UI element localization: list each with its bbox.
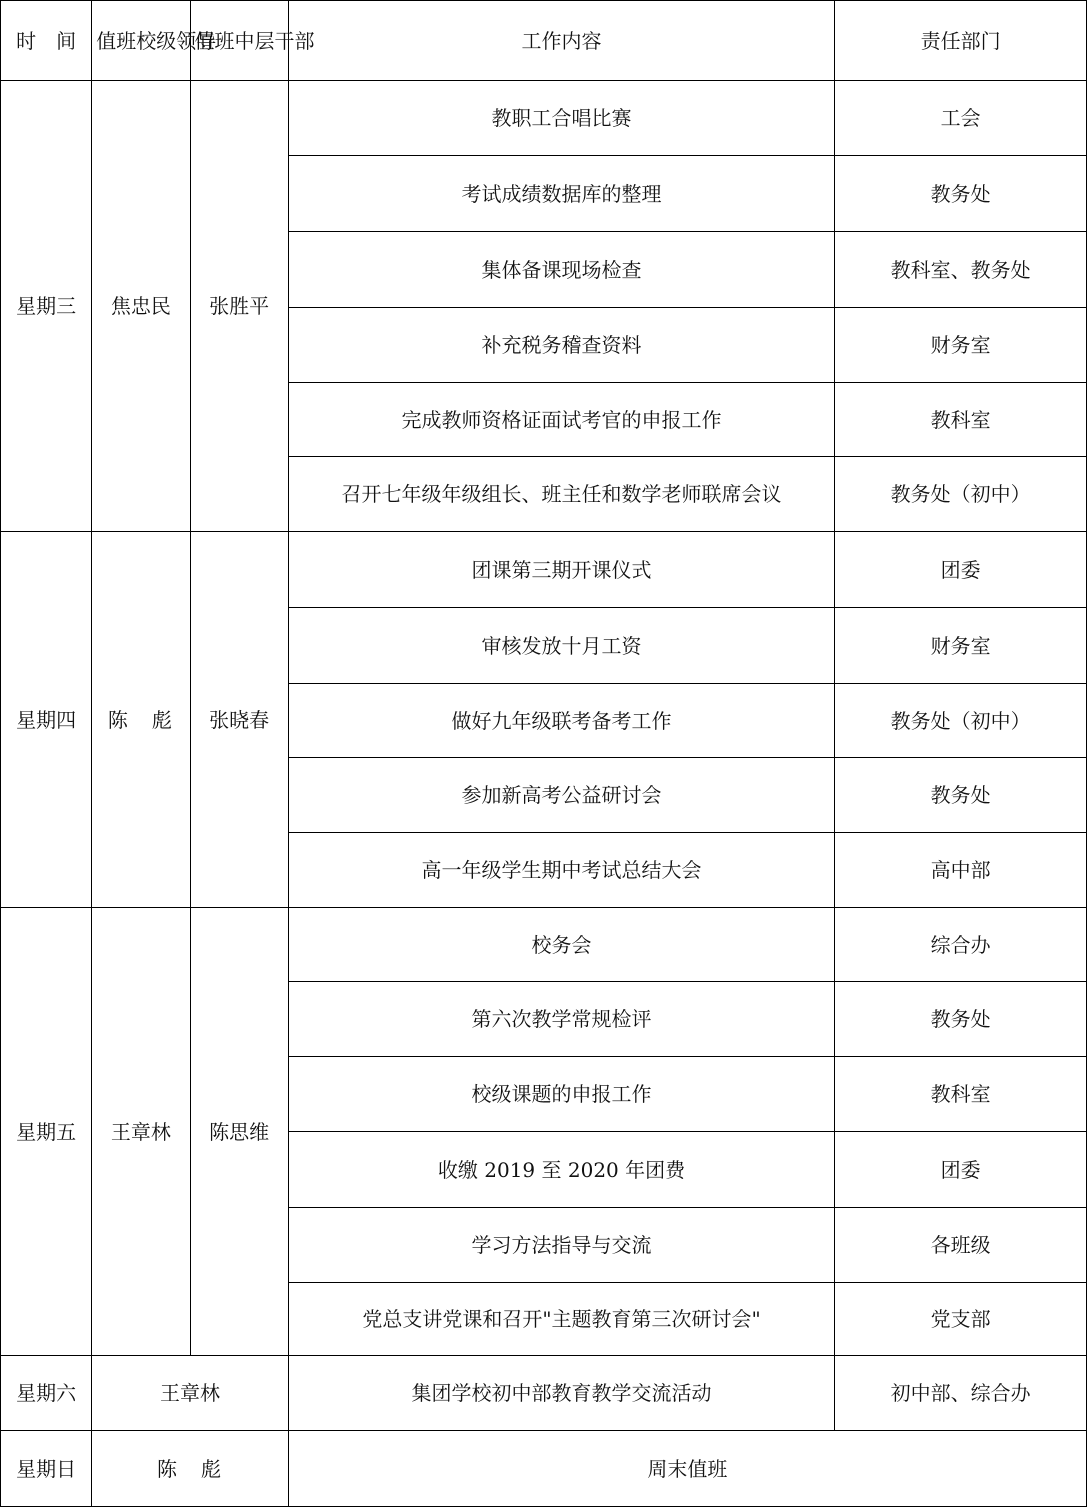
work-cell: 考试成绩数据库的整理 [288, 156, 835, 232]
dept-cell: 工会 [835, 81, 1087, 156]
dept-cell: 团委 [835, 1132, 1087, 1208]
sunday-row [1, 1431, 1087, 1507]
work-cell: 做好九年级联考备考工作 [288, 684, 835, 758]
leader-cell: 陈 彪 [92, 532, 190, 908]
header-time: 时 间 [1, 1, 92, 81]
dept-cell: 综合办 [835, 908, 1087, 982]
middle-cell: 陈思维 [190, 908, 288, 1356]
day-cell: 星期三 [1, 81, 92, 532]
dept-cell: 教务处（初中） [835, 457, 1087, 532]
header-middle: 值班中层干部 [190, 1, 288, 81]
work-cell: 第六次教学常规检评 [288, 982, 835, 1057]
dept-cell: 团委 [835, 532, 1087, 608]
saturday-row [1, 1356, 1087, 1431]
work-cell: 收缴 2019 至 2020 年团费 [288, 1132, 835, 1208]
day-cell: 星期五 [1, 908, 92, 1356]
dept-cell: 教务处 [835, 758, 1087, 833]
work-cell: 审核发放十月工资 [288, 608, 835, 684]
table-row [1, 908, 1087, 982]
dept-cell: 财务室 [835, 308, 1087, 383]
table-row [1, 81, 1087, 156]
header-leader: 值班校级领导 [92, 1, 190, 81]
work-cell: 教职工合唱比赛 [288, 81, 835, 156]
middle-cell: 张晓春 [190, 532, 288, 908]
work-cell: 召开七年级年级组长、班主任和数学老师联席会议 [288, 457, 835, 532]
dept-cell: 教务处 [835, 156, 1087, 232]
work-cell: 学习方法指导与交流 [288, 1208, 835, 1283]
dept-cell: 各班级 [835, 1208, 1087, 1283]
work-cell: 集团学校初中部教育教学交流活动 [288, 1356, 835, 1431]
leader-cell: 陈 彪 [92, 1431, 289, 1507]
day-cell: 星期六 [1, 1356, 92, 1431]
work-cell: 参加新高考公益研讨会 [288, 758, 835, 833]
work-cell: 校级课题的申报工作 [288, 1057, 835, 1132]
day-cell: 星期四 [1, 532, 92, 908]
leader-cell: 焦忠民 [92, 81, 190, 532]
dept-cell: 教科室 [835, 383, 1087, 457]
dept-cell: 教务处 [835, 982, 1087, 1057]
dept-cell: 教科室 [835, 1057, 1087, 1132]
work-cell: 完成教师资格证面试考官的申报工作 [288, 383, 835, 457]
dept-cell: 党支部 [835, 1283, 1087, 1356]
dept-cell: 初中部、综合办 [835, 1356, 1087, 1431]
leader-cell: 王章林 [92, 908, 190, 1356]
dept-cell: 教务处（初中） [835, 684, 1087, 758]
work-cell: 党总支讲党课和召开"主题教育第三次研讨会" [288, 1283, 835, 1356]
dept-cell: 教科室、教务处 [835, 232, 1087, 308]
work-cell: 集体备课现场检查 [288, 232, 835, 308]
leader-cell: 王章林 [92, 1356, 289, 1431]
day-cell: 星期日 [1, 1431, 92, 1507]
table-row [1, 532, 1087, 608]
work-cell: 团课第三期开课仪式 [288, 532, 835, 608]
header-row [1, 1, 1087, 81]
header-work: 工作内容 [288, 1, 835, 81]
dept-cell: 财务室 [835, 608, 1087, 684]
work-cell: 周末值班 [288, 1431, 1086, 1507]
work-cell: 校务会 [288, 908, 835, 982]
middle-cell: 张胜平 [190, 81, 288, 532]
dept-cell: 高中部 [835, 833, 1087, 908]
work-cell: 高一年级学生期中考试总结大会 [288, 833, 835, 908]
work-cell: 补充税务稽查资料 [288, 308, 835, 383]
header-dept: 责任部门 [835, 1, 1087, 81]
